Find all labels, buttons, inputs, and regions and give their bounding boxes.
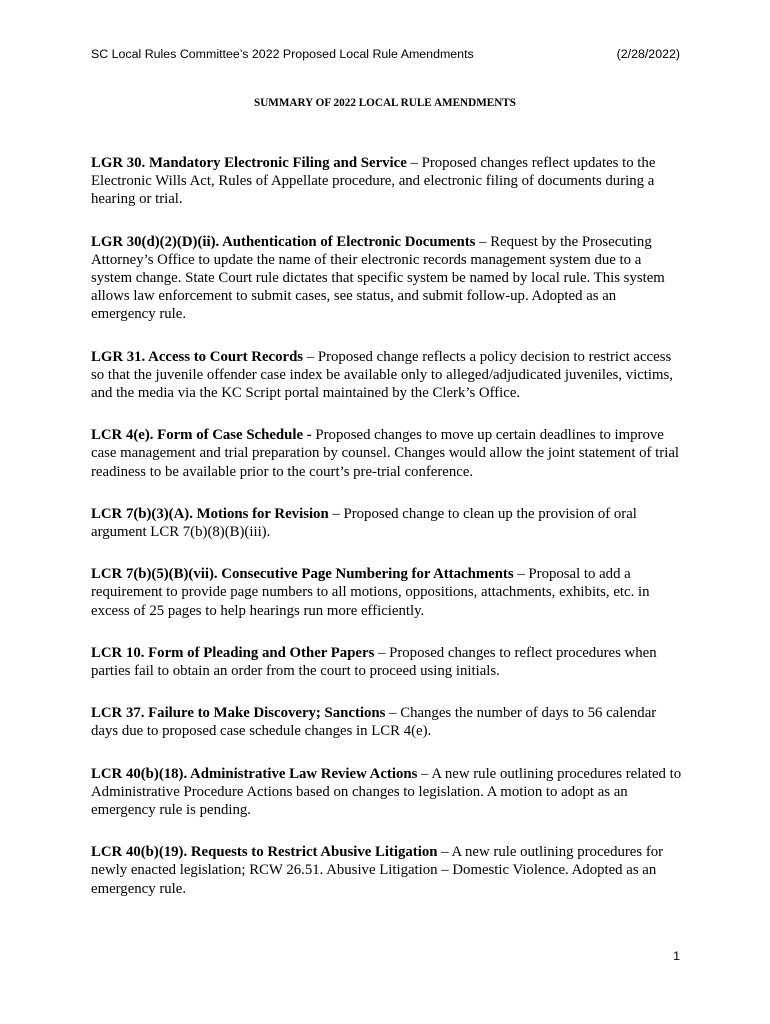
rule-description: Proposal to add a requirement to provide page numbers to all motions, oppositions, attachments, exhibits, etc. in excess of 25 pages to help hearings run more efficiently. xyxy=(91,566,650,619)
rule-entry-lgr-30-d-2-d-ii xyxy=(91,233,683,324)
rule-separator: – xyxy=(437,844,452,861)
rule-description: Proposed changes to reflect procedures when parties fail to obtain an order from the court to proceed using initials. xyxy=(91,644,657,680)
rule-entry-lcr-40-b-19 xyxy=(91,843,683,898)
rule-entry-lgr-30 xyxy=(91,154,683,209)
rule-entry-lcr-7-b-3-a xyxy=(91,505,683,541)
rule-entry-lcr-7-b-5-b-vii xyxy=(91,565,683,620)
page-number: 1 xyxy=(673,949,680,963)
rule-description: Proposed changes to move up certain deadlines to improve case management and trial preparation by counsel. Changes would allow the joint statement of trial readiness to be available prior to the court’s pre-trial conference. xyxy=(91,427,679,480)
rule-entry-lcr-10 xyxy=(91,644,683,680)
rule-description: Proposed change reflects a policy decision to restrict access so that the juvenile offender case index be available only to alleged/adjudicated juveniles, victims, and the media via the KC Script portal maintained by the Clerk’s Office. xyxy=(91,348,673,402)
rule-description: Proposed change to clean up the provision of oral argument LCR 7(b)(8)(B)(iii). xyxy=(91,505,637,541)
rule-heading: LGR 30(d)(2)(D)(ii). Authentication of Electronic Documents xyxy=(91,233,476,250)
rule-separator: – xyxy=(513,566,529,583)
rule-separator: – xyxy=(417,765,432,782)
rule-description: A new rule outlining procedures for newly enacted legislation; RCW 26.51. Abusive Litigation – Domestic Violence. Adopted as an emergency rule. xyxy=(91,844,664,897)
rule-separator: – xyxy=(385,705,401,722)
rule-heading: LCR 7(b)(3)(A). Motions for Revision xyxy=(91,505,329,522)
rule-heading: LCR 40(b)(18). Administrative Law Review Actions xyxy=(91,765,418,782)
rule-separator: – xyxy=(475,233,491,250)
rule-heading: LGR 31. Access to Court Records xyxy=(91,348,304,365)
rule-entry-lcr-37 xyxy=(91,704,683,740)
rule-amendment-list xyxy=(91,154,683,922)
rule-description: A new rule outlining procedures related to Administrative Procedure Actions based on changes to legislation. A motion to adopt as an emergency rule is pending. xyxy=(91,765,682,819)
rule-heading: LCR 7(b)(5)(B)(vii). Consecutive Page Numbering for Attachments xyxy=(91,566,514,583)
rule-separator: – xyxy=(303,348,318,365)
rule-heading: LGR 30. Mandatory Electronic Filing and Service xyxy=(91,155,407,171)
rule-separator: – xyxy=(374,644,390,661)
rule-description: Request by the Prosecuting Attorney’s Office to update the name of their electronic records management system due to a system change. State Court rule dictates that specific system be named by local rule. This system allows law enforcement to submit cases, see status, and submit follow-up. Adopted as an emergency rule. xyxy=(91,233,665,323)
rule-heading: LCR 4(e). Form of Case Schedule - xyxy=(91,427,312,444)
running-header-title: SC Local Rules Committee’s 2022 Proposed Local Rule Amendments xyxy=(91,47,474,61)
rule-separator: – xyxy=(328,505,344,522)
rule-separator: – xyxy=(406,155,422,171)
rule-entry-lcr-40-b-18 xyxy=(91,765,683,820)
rule-description: Changes the number of days to 56 calendar days due to proposed case schedule changes in LCR 4(e). xyxy=(91,705,657,740)
rule-heading: LCR 40(b)(19). Requests to Restrict Abusive Litigation xyxy=(91,844,438,861)
rule-heading: LCR 37. Failure to Make Discovery; Sanctions xyxy=(91,705,386,722)
running-header-date: (2/28/2022) xyxy=(616,47,680,61)
rule-description: Proposed changes reflect updates to the Electronic Wills Act, Rules of Appellate procedure, and electronic filing of documents during a hearing or trial. xyxy=(91,155,656,208)
rule-heading: LCR 10. Form of Pleading and Other Papers xyxy=(91,644,375,661)
document-title: SUMMARY OF 2022 LOCAL RULE AMENDMENTS xyxy=(253,97,516,109)
rule-entry-lgr-31 xyxy=(91,348,683,403)
rule-entry-lcr-4-e xyxy=(91,426,683,481)
